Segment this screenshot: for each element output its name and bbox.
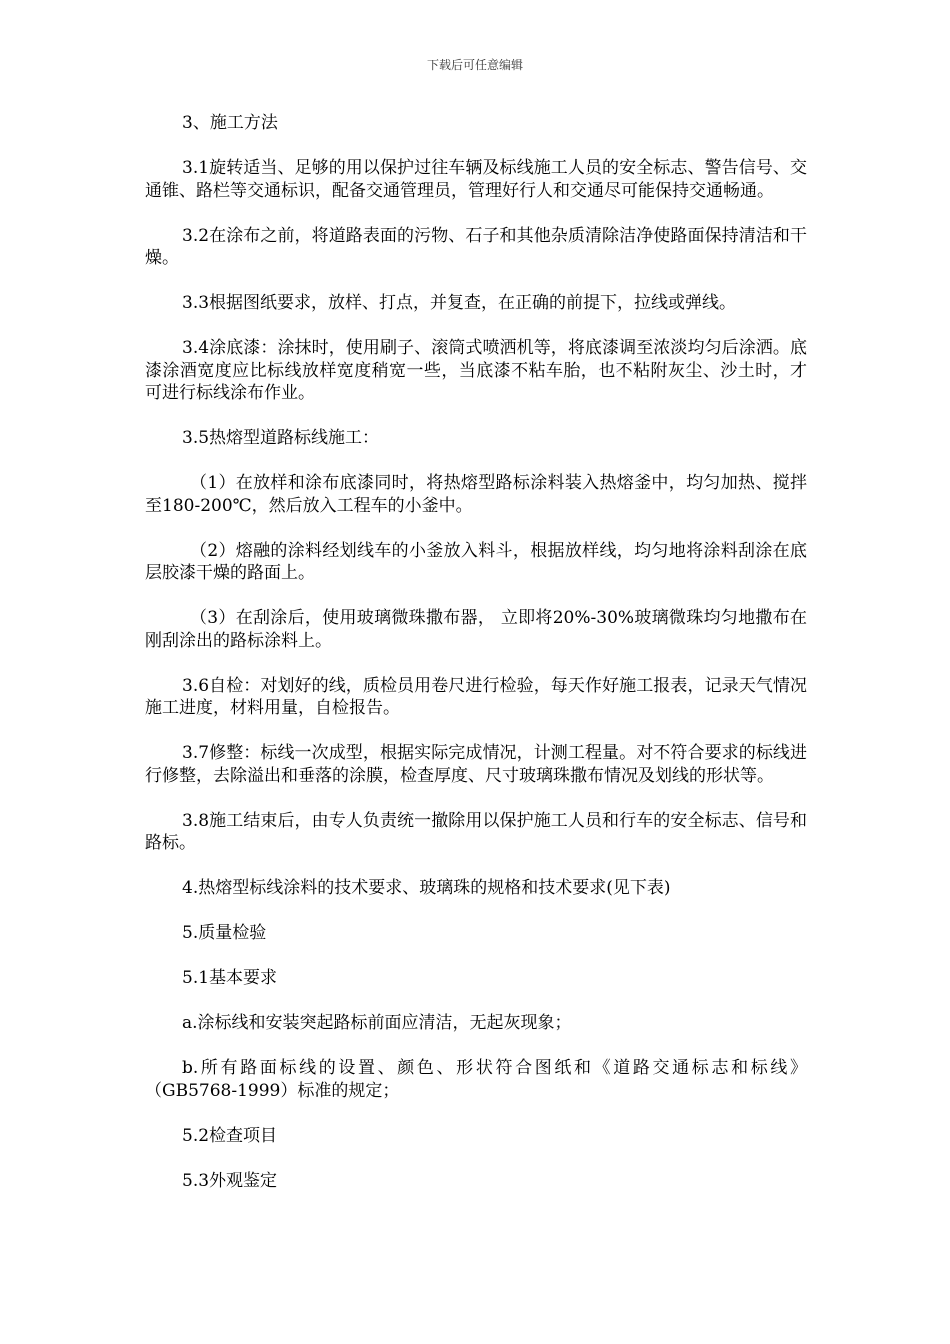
paragraph-3-3: 3.3根据图纸要求，放样、打点，并复查，在正确的前提下，拉线或弹线。 (182, 293, 737, 313)
paragraph-3-7: 3.7修整：标线一次成型，根据实际完成情况，计测工程量。对不符合要求的标线进行修整，去除溢出和垂落的涂膜，检查厚度、尺寸玻璃珠撒布情况及划线的形状等。 (145, 743, 807, 786)
paragraph-5-1-a: a.涂标线和安装突起路标前面应清洁，无起灰现象； (182, 1013, 572, 1033)
paragraph-3-5-item-3: （3）在刮涂后，使用玻璃微珠撒布器， 立即将20%-30%玻璃微珠均匀地撒布在刚刮涂出的路标涂料上。 (145, 608, 807, 651)
paragraph-3-8: 3.8施工结束后，由专人负责统一撤除用以保护施工人员和行车的安全标志、信号和路标。 (145, 810, 807, 853)
paragraph-5-1: 5.1基本要求 (182, 968, 278, 988)
document-body (145, 112, 807, 1192)
paragraph-3-5: 3.5热熔型道路标线施工： (182, 428, 380, 448)
paragraph-3-4: 3.4涂底漆：涂抹时，使用刷子、滚筒式喷洒机等，将底漆调至浓淡均匀后涂洒。底漆涂酒宽度应比标线放样宽度稍宽一些，当底漆不粘车胎，也不粘附灰尘、沙土时，才可进行标线涂布作业。 (145, 338, 807, 403)
section-heading-quality-inspection: 5.质量检验 (182, 923, 267, 943)
page-header-note: 下载后可任意编辑 (426, 58, 523, 72)
paragraph-3-6: 3.6自检：对划好的线，质检员用卷尺进行检验，每天作好施工报表，记录天气情况施工进度，材料用量，自检报告。 (145, 675, 807, 718)
paragraph-5-3: 5.3外观鉴定 (182, 1170, 278, 1191)
paragraph-4: 4.热熔型标线涂料的技术要求、玻璃珠的规格和技术要求(见下表) (182, 878, 671, 898)
paragraph-5-1-b: b.所有路面标线的设置、颜色、形状符合图纸和《道路交通标志和标线》（GB5768-1999）标准的规定； (145, 1058, 807, 1101)
paragraph-3-2: 3.2在涂布之前，将道路表面的污物、石子和其他杂质清除洁净使路面保持清洁和干燥。 (145, 225, 807, 268)
section-heading-construction-method: 3、施工方法 (182, 113, 278, 133)
paragraph-5-2: 5.2检查项目 (182, 1125, 278, 1146)
paragraph-3-5-item-1: （1）在放样和涂布底漆同时，将热熔型路标涂料装入热熔釜中，均匀加热、搅拌至180-200℃，然后放入工程车的小釜中。 (145, 473, 807, 516)
paragraph-3-5-item-2: （2）熔融的涂料经划线车的小釜放入料斗，根据放样线，均匀地将涂料刮涂在底层胶漆干燥的路面上。 (145, 540, 807, 583)
paragraph-3-1: 3.1旋转适当、足够的用以保护过往车辆及标线施工人员的安全标志、警告信号、交通锥、路栏等交通标识，配备交通管理员，管理好行人和交通尽可能保持交通畅通。 (145, 158, 807, 201)
